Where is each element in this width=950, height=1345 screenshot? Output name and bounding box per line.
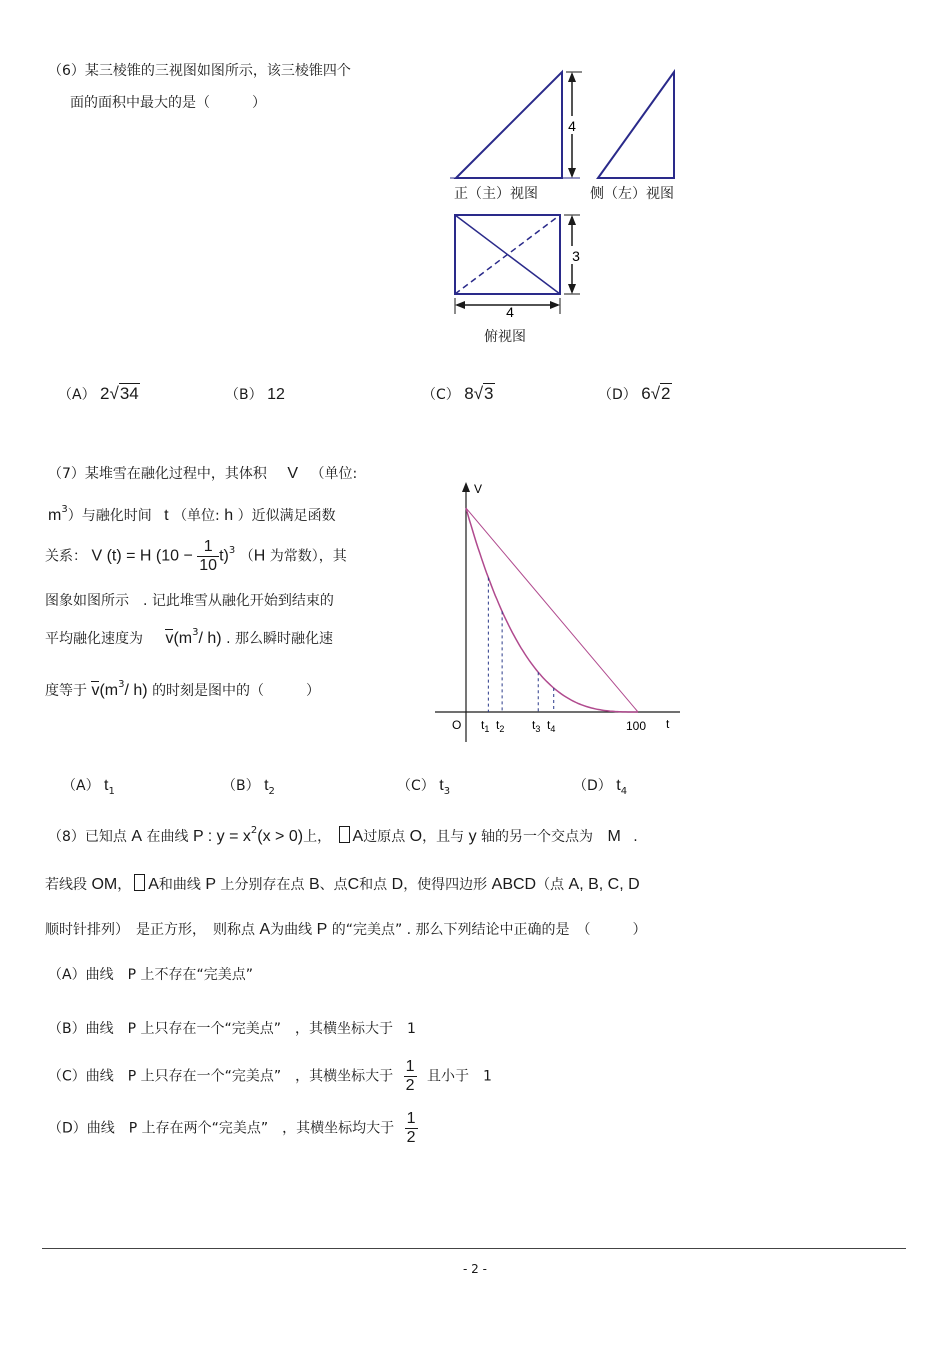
circle-symbol-icon: [134, 874, 145, 891]
q7-option-d[interactable]: （D） $t_4$: [573, 777, 628, 797]
height-label: 4: [568, 118, 576, 134]
q6-option-b[interactable]: （B） 12: [225, 386, 285, 403]
page-number: - 2 -: [463, 1262, 487, 1276]
q7-stem-line1: （7）某堆雪在融化过程中，其体积 V （单位:: [48, 465, 358, 482]
q8-stem-line2: 若线段 OM， A和曲线 P 上分别存在点 B、点C和点 D，使得四边形 ABCD（点 A, B, C, D: [45, 876, 640, 893]
q7-stem-line2: $m^3$）与融化时间 t （单位: h ）近似满足函数: [48, 504, 336, 524]
three-view-figure: [430, 62, 700, 352]
footer-divider: [42, 1248, 906, 1249]
average-rate-secant: [466, 508, 638, 712]
q7-stem-line5: 平均融化速度为 $v(m^3/$ h) . 那么瞬时融化速: [45, 627, 333, 647]
q6-stem-line2: 面的面积中最大的是（ ）: [70, 95, 266, 111]
side-view: [598, 72, 674, 178]
q6-option-d[interactable]: （D） 6√2: [598, 384, 671, 403]
q8-option-c[interactable]: （C）曲线 P 上只存在一个“完美点” ，其横坐标大于 $\frac{1}{2}$ 且小于 1: [48, 1058, 492, 1094]
q8-option-b[interactable]: （B）曲线 P 上只存在一个“完美点” ，其横坐标大于 1: [48, 1021, 416, 1037]
t3-label: $t_3$: [532, 718, 541, 734]
side-view-caption: 侧（左）视图: [590, 186, 674, 202]
q7-option-c[interactable]: （C） $t_3$: [397, 777, 451, 797]
top-view-caption: 俯视图: [484, 329, 526, 345]
t4-label: $t_4$: [547, 718, 556, 734]
q8-stem-line3: 顺时针排列） 是正方形， 则称点 A为曲线 P 的“完美点” . 那么下列结论中正确的是 （ ）: [45, 921, 647, 938]
q7-option-a[interactable]: （A） $t_1$: [62, 777, 115, 797]
graph-layer: [435, 482, 680, 742]
fraction-one-half: $\frac{1}{2}$: [406, 1110, 416, 1146]
t2-label: $t_2$: [496, 718, 505, 734]
q7-stem-line4: 图象如图所示 . 记此堆雪从融化开始到结束的: [45, 593, 334, 609]
q6-option-c[interactable]: （C） 8√3: [422, 384, 494, 403]
top-view: [455, 215, 560, 294]
volume-time-graph: [430, 478, 690, 748]
q7-stem-line6: 度等于 $v(m^3/$ h) 的时刻是图中的（ ）: [45, 679, 321, 699]
origin-label: O: [452, 718, 462, 732]
x-end-label: 100: [626, 719, 647, 733]
front-view-caption: 正（主）视图: [454, 186, 538, 202]
q8-option-d[interactable]: （D）曲线 P 上存在两个“完美点” ，其横坐标均大于 $\frac{1}{2}$: [48, 1110, 416, 1146]
y-axis-label: V: [474, 482, 483, 496]
front-view: [450, 72, 580, 178]
y-axis-arrow-icon: [462, 482, 470, 492]
t1-label: $t_1$: [481, 718, 490, 734]
q7-option-b[interactable]: （B） $t_2$: [222, 777, 275, 797]
q7-stem-line3: 关系： V (t) = H (10 − $\frac{1}{10}$ t)$^3$ （H 为常数），其: [45, 538, 347, 574]
fraction-one-half: $\frac{1}{2}$: [405, 1058, 415, 1094]
q8-stem-line1: （8）已知点 A 在曲线 P : $y = x^2(x > 0)$上， A过原点 O，且与 y 轴的另一个交点为 M .: [48, 825, 638, 845]
q6-stem-line1: （6）某三棱锥的三视图如图所示，该三棱锥四个: [48, 63, 351, 79]
q8-option-a[interactable]: （A）曲线 P 上不存在“完美点”: [48, 967, 253, 983]
width-label: 4: [506, 304, 514, 320]
circle-symbol-icon: [339, 826, 350, 843]
depth-label: 3: [572, 248, 580, 264]
x-axis-label: t: [666, 717, 670, 731]
fraction-one-tenth: $\frac{1}{10}$: [199, 538, 218, 574]
q6-option-a[interactable]: （A） 2√34: [58, 384, 139, 403]
